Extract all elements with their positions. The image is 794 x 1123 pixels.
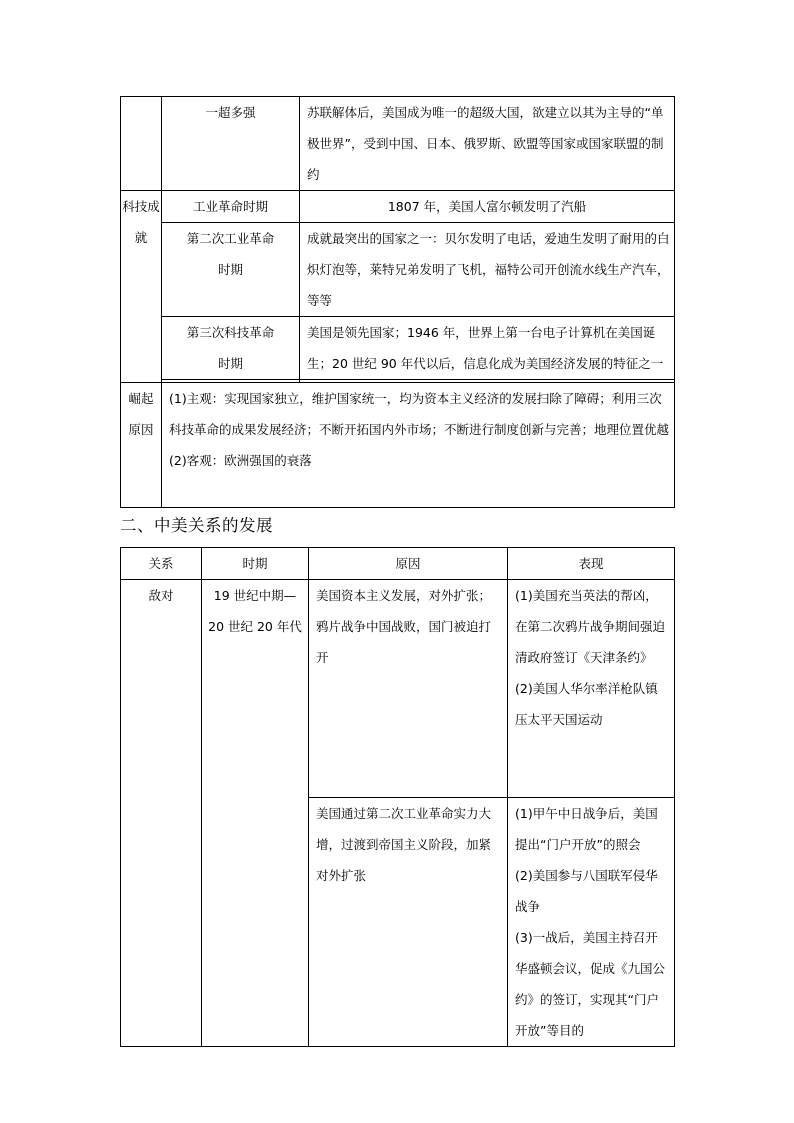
table-header-row [121,548,675,580]
column-header: 原因 [309,548,508,580]
cause-cell: 美国通过第二次工业革命实力大增，过渡到帝国主义阶段，加紧对外扩张 [309,798,508,1047]
period-cell: 工业革命时期 [162,191,300,223]
manifestation-item: (2)美国参与八国联军侵华战争 [515,868,658,914]
section-title: 二、中美关系的发展 [120,516,273,535]
manifestation-item: (1)甲午中日战争后，美国提出“门户开放”的照会 [515,806,658,852]
manifestation-cell [508,580,675,798]
us-development-table [120,96,675,508]
description-cell: 成就最突出的国家之一：贝尔发明了电话，爱迪生发明了耐用的白炽灯泡等，莱特兄弟发明了飞机，福特公司开创流水线生产汽车，等等 [300,223,675,317]
manifestation-item: (2)美国人华尔率洋枪队镇压太平天国运动 [515,681,658,727]
column-header: 关系 [121,548,202,580]
table-row [121,191,675,223]
column-header: 表现 [508,548,675,580]
period-cell: 19 世纪中期—20 世纪 20 年代 [202,580,309,1047]
period-cell: 一超多强 [162,97,300,191]
manifestation-item: (3)一战后，美国主持召开华盛顿会议，促成《九国公约》的签订，实现其“门户开放”等目的 [515,930,666,1038]
rise-subjective: (1)主观：实现国家独立，维护国家统一，均为资本主义经济的发展扫除了障碍；利用三次科技革命的成果发展经济；不断开拓国内外市场；不断进行制度创新与完善；地理位置优越 [169,391,670,437]
description-cell: 1807 年，美国人富尔顿发明了汽船 [300,191,675,223]
table-row [121,317,675,380]
table-row [121,223,675,317]
table-row [121,97,675,191]
table-row [121,383,675,508]
manifestation-item: (1)美国充当英法的帮凶，在第二次鸦片战争期间强迫清政府签订《天津条约》 [515,588,666,665]
sino-us-relations-table [120,547,675,1047]
cause-cell: 美国资本主义发展，对外扩张；鸦片战争中国战败，国门被迫打开 [309,580,508,798]
column-header: 时期 [202,548,309,580]
category-label-tech: 科技成就 [121,191,162,383]
period-cell: 第二次工业革命时期 [162,223,300,317]
category-cell [121,97,162,191]
description-cell: 苏联解体后，美国成为唯一的超级大国，欲建立以其为主导的“单极世界”，受到中国、日本、俄罗斯、欧盟等国家或国家联盟的制约 [300,97,675,191]
relation-cell: 敌对 [121,580,202,1047]
rise-objective: (2)客观：欧洲强国的衰落 [169,453,312,468]
manifestation-cell [508,798,675,1047]
period-cell: 第三次科技革命时期 [162,317,300,380]
rise-reasons-cell [162,383,675,508]
category-label-rise: 崛起原因 [121,383,162,508]
table-row [121,580,675,798]
description-cell: 美国是领先国家；1946 年，世界上第一台电子计算机在美国诞生；20 世纪 90 年代以后，信息化成为美国经济发展的特征之一 [300,317,675,380]
